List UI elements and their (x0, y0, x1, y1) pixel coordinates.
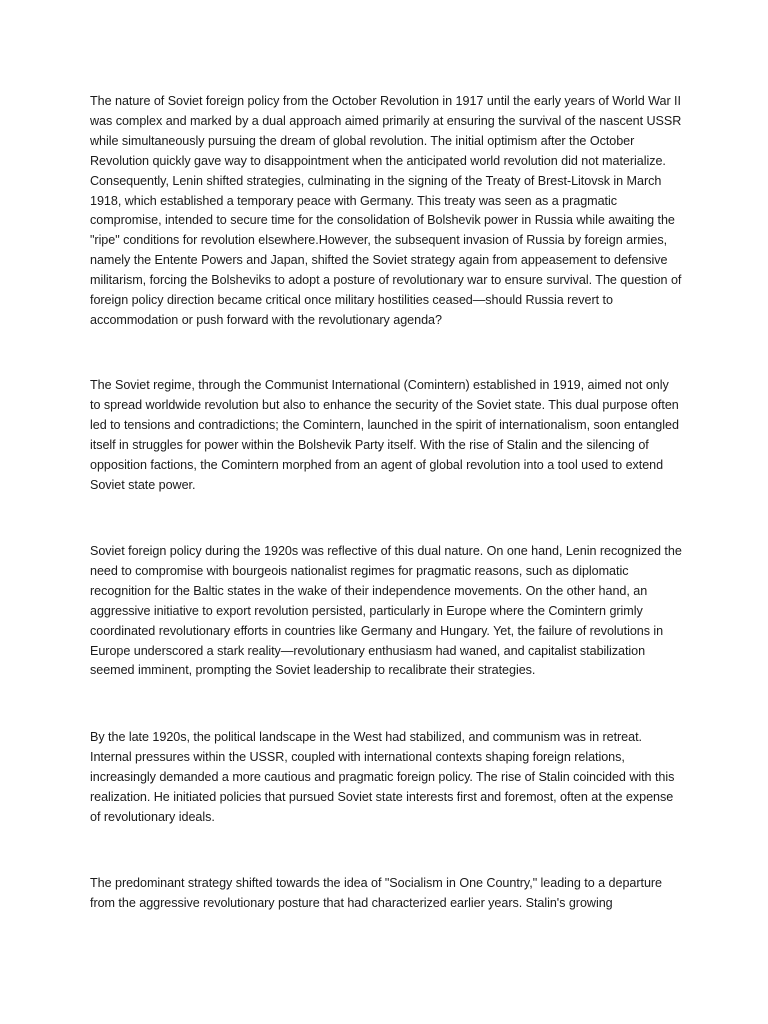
paragraph-3: Soviet foreign policy during the 1920s was reflective of this dual nature. On one hand, Lenin recognized the need to compromise with bourgeois nationalist regimes for pragmatic reasons, such as diplomatic recognition for the Baltic states in the wake of their independence movements. On the other hand, an aggressive initiative to export revolution persisted, particularly in Europe where the Comintern grimly coordinated revolutionary efforts in countries like Germany and Hungary. Yet, the failure of revolutions in Europe underscored a stark reality—revolutionary enthusiasm had waned, and capitalist stabilization seemed imminent, prompting the Soviet leadership to recalibrate their strategies. (90, 544, 682, 678)
paragraph-4: By the late 1920s, the political landscape in the West had stabilized, and communism was in retreat. Internal pressures within the USSR, coupled with international contexts shaping foreign relations, increasingly demanded a more cautious and pragmatic foreign policy. The rise of Stalin coincided with this realization. He initiated policies that pursued Soviet state interests first and foremost, often at the expense of revolutionary ideals. (90, 730, 675, 824)
paragraph-2: The Soviet regime, through the Communist International (Comintern) established in 1919, aimed not only to spread worldwide revolution but also to enhance the security of the Soviet state. This dual purpose often led to tensions and contradictions; the Comintern, launched in the spirit of internationalism, soon entangled itself in struggles for power within the Bolshevik Party itself. With the rise of Stalin and the silencing of opposition factions, the Comintern morphed from an agent of global revolution into a tool used to extend Soviet state power. (90, 378, 679, 492)
paragraph-1: The nature of Soviet foreign policy from the October Revolution in 1917 until the early years of World War II was complex and marked by a dual approach aimed primarily at ensuring the survival of the nascent USSR while simultaneously pursuing the dream of global revolution. The initial optimism after the October Revolution quickly gave way to disappointment when the anticipated world revolution did not materialize. Consequently, Lenin shifted strategies, culminating in the signing of the Treaty of Brest-Litovsk in March 1918, which established a temporary peace with Germany. This treaty was seen as a pragmatic compromise, intended to secure time for the consolidation of Bolshevik power in Russia while awaiting the "ripe" conditions for revolution elsewhere.However, the subsequent invasion of Russia by foreign armies, namely the Entente Powers and Japan, shifted the Soviet strategy again from appeasement to defensive militarism, forcing the Bolsheviks to adopt a posture of revolutionary war to ensure survival. The question of foreign policy direction became critical once military hostilities ceased—should Russia revert to accommodation or push forward with the revolutionary agenda? (90, 94, 682, 327)
paragraph-5: The predominant strategy shifted towards the idea of "Socialism in One Country," leading to a departure from the aggressive revolutionary posture that had characterized earlier years. Stalin's growing (90, 876, 662, 910)
